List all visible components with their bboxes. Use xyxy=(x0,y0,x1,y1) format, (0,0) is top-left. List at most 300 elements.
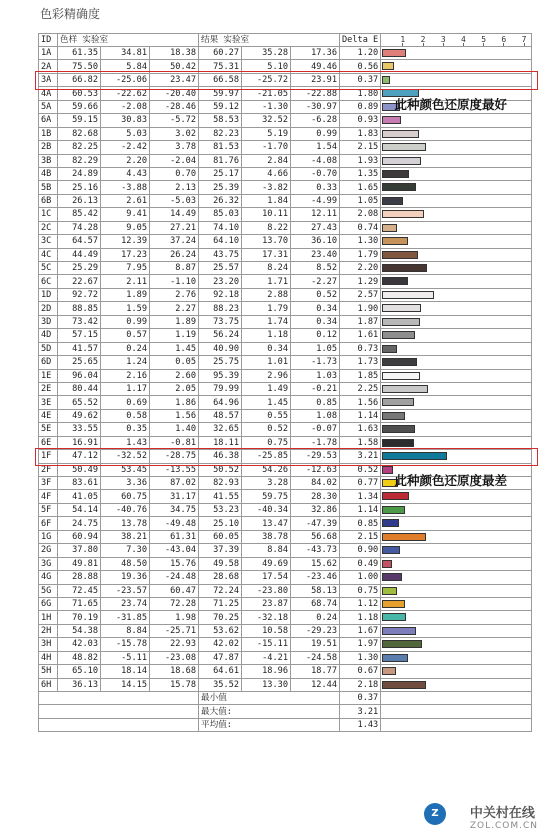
sample-lab-value: 22.67 xyxy=(58,275,101,288)
result-lab-value: 59.75 xyxy=(242,490,291,503)
axis-tick-label: 4 xyxy=(461,35,466,44)
sample-lab-value: -23.57 xyxy=(101,584,150,597)
summary-row-min xyxy=(39,692,532,705)
table-row xyxy=(39,557,532,570)
delta-e-bar-cell xyxy=(381,530,532,543)
delta-e-bar-cell xyxy=(381,302,532,315)
sample-lab-value: 14.15 xyxy=(101,678,150,691)
delta-e-bar-cell xyxy=(381,517,532,530)
row-id: 6A xyxy=(39,114,58,127)
result-lab-value: 56.68 xyxy=(291,530,340,543)
sample-lab-value: 25.65 xyxy=(58,356,101,369)
sample-lab-value: 80.44 xyxy=(58,382,101,395)
delta-e-bar xyxy=(382,587,397,595)
result-lab-value: 0.24 xyxy=(291,611,340,624)
delta-e-bar xyxy=(382,385,427,393)
delta-e-value: 1.97 xyxy=(340,638,381,651)
table-row xyxy=(39,302,532,315)
result-lab-value: 32.52 xyxy=(242,114,291,127)
sample-lab-value: 1.19 xyxy=(150,329,199,342)
sample-lab-value: 2.60 xyxy=(150,369,199,382)
sample-lab-value: 72.28 xyxy=(150,597,199,610)
result-lab-value: 2.96 xyxy=(242,369,291,382)
table-row xyxy=(39,275,532,288)
result-lab-value: 60.27 xyxy=(199,47,242,60)
sample-lab-value: 83.61 xyxy=(58,477,101,490)
sample-lab-value: 48.82 xyxy=(58,651,101,664)
delta-e-value: 2.15 xyxy=(340,530,381,543)
delta-e-bar xyxy=(382,546,400,554)
highlight-worst-row xyxy=(35,448,538,466)
result-lab-value: 42.02 xyxy=(199,638,242,651)
delta-e-value: 0.52 xyxy=(340,463,381,476)
table-row xyxy=(39,423,532,436)
delta-e-bar xyxy=(382,157,421,165)
sample-lab-value: 37.80 xyxy=(58,544,101,557)
delta-e-value: 1.30 xyxy=(340,235,381,248)
delta-e-bar-cell xyxy=(381,208,532,221)
delta-e-bar xyxy=(382,143,425,151)
delta-e-bar xyxy=(382,466,393,474)
delta-e-bar xyxy=(382,304,420,312)
result-lab-value: 82.23 xyxy=(199,127,242,140)
row-id: 1C xyxy=(39,208,58,221)
result-lab-value: -1.30 xyxy=(242,100,291,113)
delta-e-value: 0.56 xyxy=(340,60,381,73)
delta-e-bar xyxy=(382,49,406,57)
result-lab-value: 25.75 xyxy=(199,356,242,369)
delta-e-bar xyxy=(382,412,405,420)
sample-lab-value: 28.88 xyxy=(58,571,101,584)
sample-lab-value: 8.87 xyxy=(150,262,199,275)
delta-e-bar-cell xyxy=(381,235,532,248)
delta-e-value: 0.67 xyxy=(340,665,381,678)
row-id: 2C xyxy=(39,221,58,234)
delta-e-bar-cell xyxy=(381,611,532,624)
result-lab-value: 79.99 xyxy=(199,382,242,395)
sample-lab-value: 75.50 xyxy=(58,60,101,73)
result-lab-value: 4.66 xyxy=(242,167,291,180)
delta-e-value: 1.30 xyxy=(340,651,381,664)
delta-e-bar xyxy=(382,62,393,70)
row-id: 1E xyxy=(39,369,58,382)
sample-lab-value: 37.24 xyxy=(150,235,199,248)
header-id: ID xyxy=(39,34,58,47)
row-id: 3D xyxy=(39,315,58,328)
table-row xyxy=(39,678,532,691)
sample-lab-value: 24.75 xyxy=(58,517,101,530)
row-id: 5E xyxy=(39,423,58,436)
sample-lab-value: 1.40 xyxy=(150,423,199,436)
table-row xyxy=(39,141,532,154)
result-lab-value: 1.05 xyxy=(291,342,340,355)
sample-lab-value: 5.84 xyxy=(101,60,150,73)
sample-lab-value: -3.88 xyxy=(101,181,150,194)
result-lab-value: 0.33 xyxy=(291,181,340,194)
sample-lab-value: 31.17 xyxy=(150,490,199,503)
sample-lab-value: 71.65 xyxy=(58,597,101,610)
sample-lab-value: -13.55 xyxy=(150,463,199,476)
sample-lab-value: 22.93 xyxy=(150,638,199,651)
sample-lab-value: 41.05 xyxy=(58,490,101,503)
delta-e-value: 2.18 xyxy=(340,678,381,691)
sample-lab-value: 61.35 xyxy=(58,47,101,60)
sample-lab-value: 2.27 xyxy=(150,302,199,315)
result-lab-value: 40.90 xyxy=(199,342,242,355)
result-lab-value: 0.34 xyxy=(291,302,340,315)
sample-lab-value: 1.98 xyxy=(150,611,199,624)
chart-title: 色彩精确度 xyxy=(40,7,101,21)
delta-e-bar xyxy=(382,439,414,447)
row-id: 2H xyxy=(39,624,58,637)
delta-e-bar xyxy=(382,318,420,326)
result-lab-value: 0.34 xyxy=(291,315,340,328)
delta-e-bar-cell xyxy=(381,624,532,637)
sample-lab-value: 53.45 xyxy=(101,463,150,476)
sample-lab-value: 1.56 xyxy=(150,409,199,422)
sample-lab-value: -5.11 xyxy=(101,651,150,664)
axis-tick-label: 3 xyxy=(440,35,446,44)
delta-e-bar-cell xyxy=(381,597,532,610)
row-id: 2D xyxy=(39,302,58,315)
result-lab-value: 41.55 xyxy=(199,490,242,503)
delta-e-bar xyxy=(382,398,414,406)
result-lab-value: 32.86 xyxy=(291,503,340,516)
delta-e-value: 0.85 xyxy=(340,517,381,530)
table-row xyxy=(39,369,532,382)
row-id: 6E xyxy=(39,436,58,449)
result-lab-value: 12.44 xyxy=(291,678,340,691)
sample-lab-value: 47.12 xyxy=(58,450,101,463)
table-row xyxy=(39,248,532,261)
table-row xyxy=(39,530,532,543)
row-id: 2A xyxy=(39,60,58,73)
table-row xyxy=(39,167,532,180)
sample-lab-value: -15.78 xyxy=(101,638,150,651)
table-row xyxy=(39,181,532,194)
sample-lab-value: 27.21 xyxy=(150,221,199,234)
header-row xyxy=(39,34,532,47)
sample-lab-value: -0.81 xyxy=(150,436,199,449)
delta-e-value: 0.49 xyxy=(340,557,381,570)
sample-lab-value: 12.39 xyxy=(101,235,150,248)
sample-lab-value: 64.57 xyxy=(58,235,101,248)
sample-lab-value: 34.81 xyxy=(101,47,150,60)
sample-lab-value: -2.08 xyxy=(101,100,150,113)
table-row xyxy=(39,503,532,516)
result-lab-value: -24.58 xyxy=(291,651,340,664)
table-row xyxy=(39,342,532,355)
result-lab-value: 49.46 xyxy=(291,60,340,73)
color-accuracy-table xyxy=(38,33,532,732)
sample-lab-value: 2.13 xyxy=(150,181,199,194)
delta-e-bar-cell xyxy=(381,490,532,503)
sample-lab-value: 65.52 xyxy=(58,396,101,409)
sample-lab-value: 82.29 xyxy=(58,154,101,167)
sample-lab-value: -5.03 xyxy=(150,194,199,207)
delta-e-bar-cell xyxy=(381,678,532,691)
row-id: 3A xyxy=(39,73,58,86)
sample-lab-value: 0.58 xyxy=(101,409,150,422)
summary-row-avg xyxy=(39,718,532,731)
delta-e-bar-cell xyxy=(381,262,532,275)
result-lab-value: 3.28 xyxy=(242,477,291,490)
row-id: 6G xyxy=(39,597,58,610)
result-lab-value: 28.30 xyxy=(291,490,340,503)
result-lab-value: -0.07 xyxy=(291,423,340,436)
sample-lab-value: -40.76 xyxy=(101,503,150,516)
result-lab-value: 32.65 xyxy=(199,423,242,436)
sample-lab-value: 13.78 xyxy=(101,517,150,530)
table-row xyxy=(39,490,532,503)
header-result: 结果 实验室 xyxy=(199,34,340,47)
result-lab-value: 58.53 xyxy=(199,114,242,127)
result-lab-value: -43.73 xyxy=(291,544,340,557)
summary-max-value: 3.21 xyxy=(340,705,381,718)
sample-lab-value: 66.82 xyxy=(58,73,101,86)
result-lab-value: 48.57 xyxy=(199,409,242,422)
delta-e-value: 1.35 xyxy=(340,167,381,180)
sample-lab-value: 0.05 xyxy=(150,356,199,369)
delta-e-bar-cell xyxy=(381,356,532,369)
result-lab-value: -0.70 xyxy=(291,167,340,180)
result-lab-value: 50.52 xyxy=(199,463,242,476)
result-lab-value: 1.49 xyxy=(242,382,291,395)
sample-lab-value: 57.15 xyxy=(58,329,101,342)
result-lab-value: -4.08 xyxy=(291,154,340,167)
row-id: 1H xyxy=(39,611,58,624)
sample-lab-value: 24.89 xyxy=(58,167,101,180)
result-lab-value: 1.01 xyxy=(242,356,291,369)
result-lab-value: -4.21 xyxy=(242,651,291,664)
result-lab-value: 0.99 xyxy=(291,127,340,140)
summary-min-label: 最小值 xyxy=(199,692,340,705)
sample-lab-value: 48.50 xyxy=(101,557,150,570)
delta-e-bar-cell xyxy=(381,181,532,194)
delta-e-value: 2.25 xyxy=(340,382,381,395)
delta-e-bar-cell xyxy=(381,638,532,651)
row-id: 4A xyxy=(39,87,58,100)
table-row xyxy=(39,262,532,275)
result-lab-value: 0.52 xyxy=(291,288,340,301)
sample-lab-value: 60.94 xyxy=(58,530,101,543)
row-id: 1B xyxy=(39,127,58,140)
delta-e-value: 1.80 xyxy=(340,87,381,100)
delta-e-bar xyxy=(382,170,409,178)
sample-lab-value: 25.16 xyxy=(58,181,101,194)
delta-e-bar xyxy=(382,251,418,259)
sample-lab-value: 4.43 xyxy=(101,167,150,180)
result-lab-value: 23.91 xyxy=(291,73,340,86)
delta-e-value: 1.12 xyxy=(340,597,381,610)
sample-lab-value: 18.38 xyxy=(150,47,199,60)
result-lab-value: 59.97 xyxy=(199,87,242,100)
result-lab-value: 59.12 xyxy=(199,100,242,113)
result-lab-value: 95.39 xyxy=(199,369,242,382)
sample-lab-value: 0.99 xyxy=(101,315,150,328)
delta-e-bar-cell xyxy=(381,141,532,154)
result-lab-value: 23.40 xyxy=(291,248,340,261)
sample-lab-value: -32.52 xyxy=(101,450,150,463)
delta-e-value: 1.00 xyxy=(340,571,381,584)
row-id: 5C xyxy=(39,262,58,275)
result-lab-value: 5.10 xyxy=(242,60,291,73)
result-lab-value: 25.17 xyxy=(199,167,242,180)
axis-tick-label: 1 xyxy=(400,35,406,44)
sample-lab-value: 5.03 xyxy=(101,127,150,140)
sample-lab-value: 59.15 xyxy=(58,114,101,127)
sample-lab-value: 19.36 xyxy=(101,571,150,584)
sample-lab-value: 30.83 xyxy=(101,114,150,127)
result-lab-value: 0.75 xyxy=(242,436,291,449)
result-lab-value: 73.75 xyxy=(199,315,242,328)
row-id: 1G xyxy=(39,530,58,543)
result-lab-value: 71.25 xyxy=(199,597,242,610)
result-lab-value: 85.03 xyxy=(199,208,242,221)
sample-lab-value: 54.38 xyxy=(58,624,101,637)
result-lab-value: 1.03 xyxy=(291,369,340,382)
result-lab-value: 12.11 xyxy=(291,208,340,221)
table-row xyxy=(39,597,532,610)
table-row xyxy=(39,611,532,624)
sample-lab-value: -28.46 xyxy=(150,100,199,113)
delta-e-value: 1.56 xyxy=(340,396,381,409)
sample-lab-value: 2.16 xyxy=(101,369,150,382)
delta-e-value: 1.34 xyxy=(340,490,381,503)
delta-e-value: 1.73 xyxy=(340,356,381,369)
table-row xyxy=(39,288,532,301)
annotation-best: 此种颜色还原度最好 xyxy=(394,96,508,112)
row-id: 3B xyxy=(39,154,58,167)
axis-tick-label: 5 xyxy=(481,35,487,44)
sample-lab-value: 0.70 xyxy=(150,167,199,180)
delta-e-bar xyxy=(382,210,424,218)
row-id: 4E xyxy=(39,409,58,422)
sample-lab-value: -31.85 xyxy=(101,611,150,624)
sample-lab-value: -25.06 xyxy=(101,73,150,86)
delta-e-bar-cell xyxy=(381,665,532,678)
sample-lab-value: 26.24 xyxy=(150,248,199,261)
delta-e-bar-cell xyxy=(381,369,532,382)
delta-e-bar-cell xyxy=(381,127,532,140)
result-lab-value: 1.71 xyxy=(242,275,291,288)
result-lab-value: 0.12 xyxy=(291,329,340,342)
axis-tick-label: 6 xyxy=(501,35,507,44)
delta-e-bar xyxy=(382,291,434,299)
result-lab-value: 8.24 xyxy=(242,262,291,275)
sample-lab-value: 1.89 xyxy=(101,288,150,301)
result-lab-value: -23.46 xyxy=(291,571,340,584)
sample-lab-value: 8.84 xyxy=(101,624,150,637)
sample-lab-value: 9.41 xyxy=(101,208,150,221)
axis-tick-label: 7 xyxy=(521,35,527,44)
result-lab-value: 43.75 xyxy=(199,248,242,261)
result-lab-value: 64.61 xyxy=(199,665,242,678)
sample-lab-value: -22.62 xyxy=(101,87,150,100)
delta-e-value: 0.75 xyxy=(340,584,381,597)
sample-lab-value: 3.02 xyxy=(150,127,199,140)
delta-e-value: 1.18 xyxy=(340,611,381,624)
sample-lab-value: 59.66 xyxy=(58,100,101,113)
sample-lab-value: 41.57 xyxy=(58,342,101,355)
sample-lab-value: 38.21 xyxy=(101,530,150,543)
delta-e-bar xyxy=(382,600,405,608)
result-lab-value: 13.47 xyxy=(242,517,291,530)
result-lab-value: -3.82 xyxy=(242,181,291,194)
result-lab-value: 60.05 xyxy=(199,530,242,543)
delta-e-bar xyxy=(382,116,401,124)
delta-e-value: 1.14 xyxy=(340,503,381,516)
delta-e-bar xyxy=(382,573,402,581)
result-lab-value: 19.51 xyxy=(291,638,340,651)
row-id: 1D xyxy=(39,288,58,301)
sample-lab-value: -2.42 xyxy=(101,141,150,154)
result-lab-value: 10.11 xyxy=(242,208,291,221)
sample-lab-value: 74.28 xyxy=(58,221,101,234)
sample-lab-value: 1.24 xyxy=(101,356,150,369)
delta-e-bar xyxy=(382,560,392,568)
sample-lab-value: 14.49 xyxy=(150,208,199,221)
row-id: 3F xyxy=(39,477,58,490)
delta-e-value: 1.29 xyxy=(340,275,381,288)
result-lab-value: -29.23 xyxy=(291,624,340,637)
summary-avg-value: 1.43 xyxy=(340,718,381,731)
result-lab-value: 23.87 xyxy=(242,597,291,610)
sample-lab-value: 18.14 xyxy=(101,665,150,678)
result-lab-value: 68.74 xyxy=(291,597,340,610)
result-lab-value: 1.18 xyxy=(242,329,291,342)
sample-lab-value: 23.74 xyxy=(101,597,150,610)
row-id: 6D xyxy=(39,356,58,369)
delta-e-bar-cell xyxy=(381,557,532,570)
row-id: 5A xyxy=(39,100,58,113)
result-lab-value: 0.85 xyxy=(291,396,340,409)
delta-e-value: 1.14 xyxy=(340,409,381,422)
result-lab-value: -1.73 xyxy=(291,356,340,369)
annotation-worst: 此种颜色还原度最差 xyxy=(394,473,508,489)
result-lab-value: 49.58 xyxy=(199,557,242,570)
result-lab-value: -32.18 xyxy=(242,611,291,624)
watermark-url: ZOL.COM.CN xyxy=(469,821,538,831)
delta-e-bar xyxy=(382,519,399,527)
result-lab-value: -40.34 xyxy=(242,503,291,516)
sample-lab-value: -24.48 xyxy=(150,571,199,584)
delta-e-value: 1.67 xyxy=(340,624,381,637)
table-row xyxy=(39,154,532,167)
delta-e-bar-cell xyxy=(381,221,532,234)
sample-lab-value: 85.42 xyxy=(58,208,101,221)
delta-e-bar xyxy=(382,358,417,366)
delta-e-value: 1.93 xyxy=(340,154,381,167)
row-id: 6B xyxy=(39,194,58,207)
table-row xyxy=(39,208,532,221)
sample-lab-value: 2.61 xyxy=(101,194,150,207)
delta-e-value: 0.73 xyxy=(340,342,381,355)
sample-lab-value: 1.86 xyxy=(150,396,199,409)
sample-lab-value: 15.76 xyxy=(150,557,199,570)
table-row xyxy=(39,221,532,234)
result-lab-value: 64.96 xyxy=(199,396,242,409)
sample-lab-value: 2.05 xyxy=(150,382,199,395)
delta-e-bar xyxy=(382,613,406,621)
delta-e-bar xyxy=(382,331,415,339)
table-row xyxy=(39,544,532,557)
table-row xyxy=(39,665,532,678)
result-lab-value: 8.52 xyxy=(291,262,340,275)
result-lab-value: 46.38 xyxy=(199,450,242,463)
row-id: 6C xyxy=(39,275,58,288)
sample-lab-value: 15.78 xyxy=(150,678,199,691)
